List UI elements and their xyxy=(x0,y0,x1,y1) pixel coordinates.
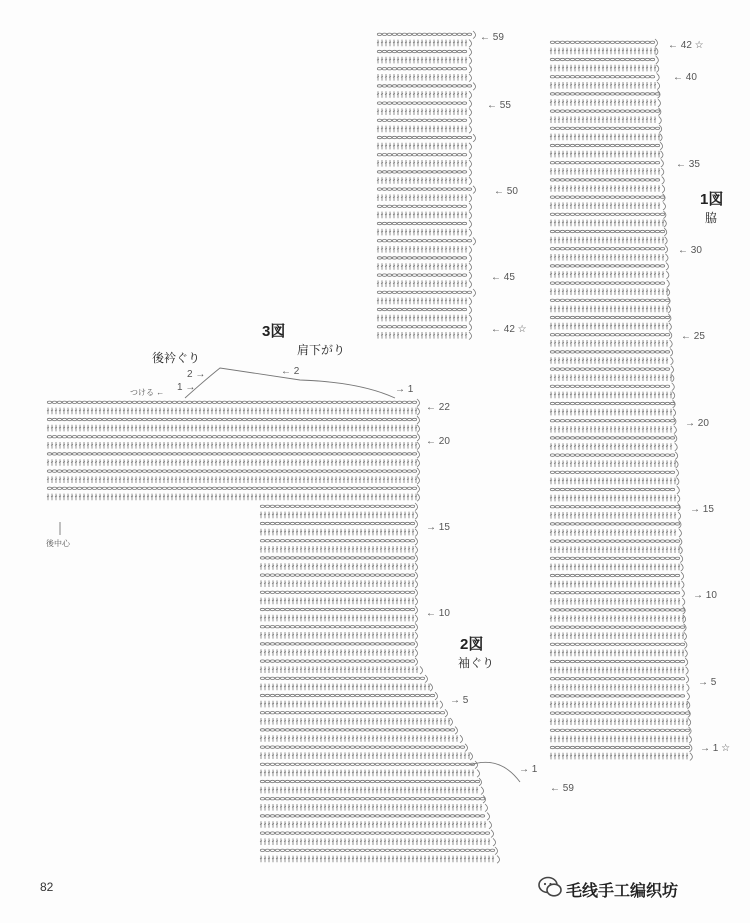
row-label-35: ← 35 xyxy=(676,159,700,170)
diagram2-title: 2図 xyxy=(460,636,484,653)
row-label-20-left: ← 20 xyxy=(426,436,450,447)
row-label-10-right: → 10 xyxy=(693,590,717,601)
page-number: 82 xyxy=(40,880,54,894)
row-label-5-left: → 5 xyxy=(450,695,469,706)
shoulder-mark-2: ← 2 xyxy=(281,366,300,377)
stitch-block-top xyxy=(377,31,476,340)
row-label-22: ← 22 xyxy=(426,402,450,413)
row-label-20-right: → 20 xyxy=(685,418,709,429)
row-label-59-bottom: ← 59 xyxy=(550,783,574,794)
row-label-1-right: → 1 ☆ xyxy=(700,743,731,754)
row-label-15-left: → 15 xyxy=(426,522,450,533)
neck-mark-1: 1 → xyxy=(177,382,196,393)
row-label-15-right: → 15 xyxy=(690,504,714,515)
row-label-30: ← 30 xyxy=(678,245,702,256)
row-label-25: ← 25 xyxy=(681,331,705,342)
back-neckline-label: 後衿ぐり xyxy=(152,351,201,365)
shoulder-mark-1: → 1 xyxy=(395,384,414,395)
attach-label: つける ← xyxy=(130,388,165,397)
row-label-45: ← 45 xyxy=(491,272,515,283)
row-label-50: ← 50 xyxy=(494,186,518,197)
watermark: 毛线手工编织坊 xyxy=(566,883,679,900)
diagram2-subtitle: 袖ぐり xyxy=(458,656,495,670)
stitch-block-left-bottom xyxy=(260,503,500,863)
row-label-5-right: → 5 xyxy=(698,677,717,688)
back-center-label: 後中心 xyxy=(46,539,70,548)
row-label-59-top: ← 59 xyxy=(480,32,504,43)
stitch-block-right xyxy=(550,39,692,760)
stitch-block-left-top xyxy=(47,399,420,501)
row-label-55: ← 55 xyxy=(487,100,511,111)
row-label-40: ← 40 xyxy=(673,72,697,83)
neck-mark-2: 2 → xyxy=(187,369,206,380)
row-label-42-right: ← 42 ☆ xyxy=(668,40,704,51)
diagram3-title: 3図 xyxy=(262,323,286,340)
wechat-icon xyxy=(538,876,562,898)
diagram3-subtitle: 肩下がり xyxy=(297,343,346,357)
diagram1-subtitle: 脇 xyxy=(705,211,718,225)
row-label-10-left: ← 10 xyxy=(426,608,450,619)
row-label-1-left: → 1 xyxy=(519,764,538,775)
row-label-42-top: ← 42 ☆ xyxy=(491,324,527,335)
diagram1-title: 1図 xyxy=(700,191,724,208)
